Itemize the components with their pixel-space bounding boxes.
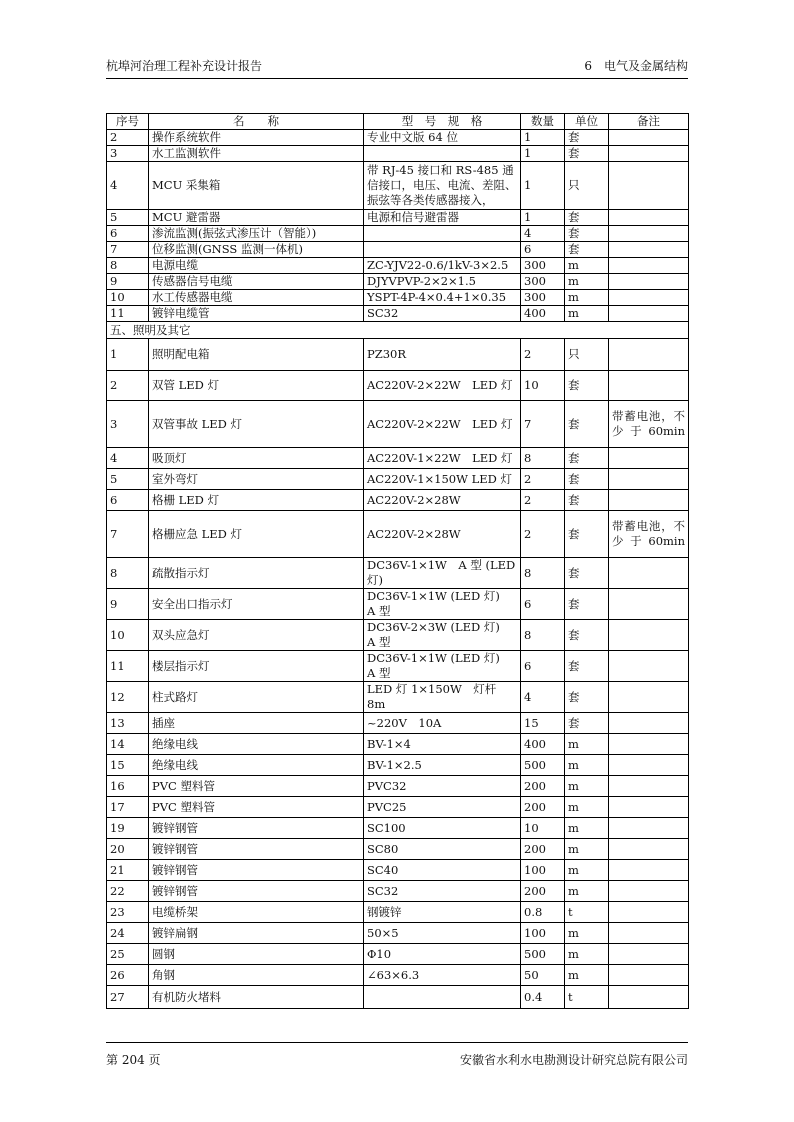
row-unit: m xyxy=(565,274,609,290)
row-no: 22 xyxy=(107,881,149,902)
row-note xyxy=(609,226,689,242)
row-qty: 300 xyxy=(521,258,565,274)
row-spec: DJYVPVP-2×2×1.5 xyxy=(364,274,521,290)
row-name: 绝缘电线 xyxy=(149,734,364,755)
row-name: 水工传感器电缆 xyxy=(149,290,364,306)
row-qty: 7 xyxy=(521,401,565,448)
row-qty: 100 xyxy=(521,923,565,944)
row-unit: m xyxy=(565,290,609,306)
row-note xyxy=(609,651,689,682)
row-no: 2 xyxy=(107,130,149,146)
row-no: 3 xyxy=(107,146,149,162)
row-unit: 套 xyxy=(565,371,609,401)
row-no: 5 xyxy=(107,469,149,490)
row-note xyxy=(609,274,689,290)
row-no: 3 xyxy=(107,401,149,448)
header-chapter-title: 6 电气及金属结构 xyxy=(584,59,688,73)
row-name: MCU 采集箱 xyxy=(149,162,364,210)
col-header-qty: 数量 xyxy=(521,114,565,130)
row-note xyxy=(609,902,689,923)
row-name: 吸顶灯 xyxy=(149,448,364,469)
row-no: 20 xyxy=(107,839,149,860)
row-name: 安全出口指示灯 xyxy=(149,589,364,620)
row-no: 11 xyxy=(107,306,149,322)
row-qty: 6 xyxy=(521,651,565,682)
row-note: 带蓄电池，不少于60min xyxy=(609,511,689,558)
row-no: 12 xyxy=(107,682,149,713)
row-qty: 1 xyxy=(521,162,565,210)
row-name: 照明配电箱 xyxy=(149,339,364,371)
row-spec: AC220V-2×28W xyxy=(364,490,521,511)
row-note xyxy=(609,881,689,902)
row-note xyxy=(609,818,689,839)
row-name: 双头应急灯 xyxy=(149,620,364,651)
row-no: 26 xyxy=(107,965,149,986)
row-name: 传感器信号电缆 xyxy=(149,274,364,290)
row-name: 镀锌扁钢 xyxy=(149,923,364,944)
row-qty: 50 xyxy=(521,965,565,986)
table-row xyxy=(107,162,689,210)
row-qty: 6 xyxy=(521,589,565,620)
row-name: 镀锌钢管 xyxy=(149,860,364,881)
table-row xyxy=(107,339,689,371)
row-spec xyxy=(364,986,521,1009)
row-unit: m xyxy=(565,818,609,839)
table-row xyxy=(107,713,689,734)
row-spec: LED 灯 1×150W 灯杆 8m xyxy=(364,682,521,713)
row-no: 8 xyxy=(107,558,149,589)
row-no: 10 xyxy=(107,620,149,651)
row-unit: 套 xyxy=(565,651,609,682)
row-qty: 2 xyxy=(521,511,565,558)
row-note xyxy=(609,469,689,490)
table-row xyxy=(107,944,689,965)
row-note xyxy=(609,242,689,258)
row-name: PVC 塑料管 xyxy=(149,797,364,818)
row-no: 6 xyxy=(107,226,149,242)
row-note xyxy=(609,620,689,651)
row-no: 27 xyxy=(107,986,149,1009)
table-row xyxy=(107,965,689,986)
row-spec: PVC32 xyxy=(364,776,521,797)
row-note xyxy=(609,210,689,226)
row-unit: m xyxy=(565,258,609,274)
row-qty: 200 xyxy=(521,839,565,860)
row-qty: 1 xyxy=(521,146,565,162)
table-header-row xyxy=(107,114,689,130)
row-no: 7 xyxy=(107,242,149,258)
row-no: 6 xyxy=(107,490,149,511)
row-spec: ∠63×6.3 xyxy=(364,965,521,986)
row-qty: 6 xyxy=(521,242,565,258)
header-report-title: 杭埠河治理工程补充设计报告 xyxy=(106,59,263,73)
row-no: 11 xyxy=(107,651,149,682)
row-unit: 套 xyxy=(565,490,609,511)
table-row xyxy=(107,734,689,755)
row-note xyxy=(609,490,689,511)
row-qty: 2 xyxy=(521,490,565,511)
table-row xyxy=(107,986,689,1009)
row-note xyxy=(609,965,689,986)
row-no: 9 xyxy=(107,274,149,290)
row-unit: m xyxy=(565,839,609,860)
row-no: 23 xyxy=(107,902,149,923)
table-row xyxy=(107,274,689,290)
row-unit: m xyxy=(565,306,609,322)
row-spec: Φ10 xyxy=(364,944,521,965)
row-spec: YSPT-4P-4×0.4+1×0.35 xyxy=(364,290,521,306)
row-name: 操作系统软件 xyxy=(149,130,364,146)
row-qty: 4 xyxy=(521,226,565,242)
table-row xyxy=(107,130,689,146)
row-spec: DC36V-2×3W (LED 灯) A 型 xyxy=(364,620,521,651)
row-unit: m xyxy=(565,755,609,776)
row-unit: 套 xyxy=(565,620,609,651)
row-qty: 400 xyxy=(521,734,565,755)
table-row xyxy=(107,371,689,401)
row-spec: SC40 xyxy=(364,860,521,881)
table-row xyxy=(107,401,689,448)
row-qty: 200 xyxy=(521,797,565,818)
row-qty: 0.8 xyxy=(521,902,565,923)
row-name: 双管事故 LED 灯 xyxy=(149,401,364,448)
row-qty: 8 xyxy=(521,448,565,469)
table-row xyxy=(107,210,689,226)
row-spec: ZC-YJV22-0.6/1kV-3×2.5 xyxy=(364,258,521,274)
row-unit: 套 xyxy=(565,130,609,146)
row-note xyxy=(609,923,689,944)
table-row xyxy=(107,776,689,797)
row-name: 电缆桥架 xyxy=(149,902,364,923)
row-spec: DC36V-1×1W (LED 灯) A 型 xyxy=(364,589,521,620)
row-spec xyxy=(364,242,521,258)
row-note xyxy=(609,448,689,469)
row-name: MCU 避雷器 xyxy=(149,210,364,226)
row-note: 带蓄电池，不少于60min xyxy=(609,401,689,448)
row-note xyxy=(609,258,689,274)
row-name: 位移监测(GNSS 监测一体机) xyxy=(149,242,364,258)
table-row xyxy=(107,258,689,274)
row-no: 19 xyxy=(107,818,149,839)
row-spec: AC220V-1×22W LED 灯 xyxy=(364,448,521,469)
row-qty: 15 xyxy=(521,713,565,734)
row-spec: AC220V-1×150W LED 灯 xyxy=(364,469,521,490)
row-unit: m xyxy=(565,797,609,818)
row-note xyxy=(609,130,689,146)
header-divider xyxy=(106,78,688,79)
footer-page-number: 第 204 页 xyxy=(106,1053,161,1067)
row-qty: 10 xyxy=(521,371,565,401)
row-unit: t xyxy=(565,986,609,1009)
row-spec: SC32 xyxy=(364,881,521,902)
row-no: 15 xyxy=(107,755,149,776)
row-name: 水工监测软件 xyxy=(149,146,364,162)
row-name: PVC 塑料管 xyxy=(149,776,364,797)
row-unit: 套 xyxy=(565,589,609,620)
row-qty: 2 xyxy=(521,469,565,490)
row-name: 角钢 xyxy=(149,965,364,986)
row-qty: 8 xyxy=(521,558,565,589)
row-note xyxy=(609,146,689,162)
col-header-spec: 型 号 规 格 xyxy=(364,114,521,130)
row-no: 4 xyxy=(107,448,149,469)
row-qty: 1 xyxy=(521,210,565,226)
row-note xyxy=(609,682,689,713)
row-no: 25 xyxy=(107,944,149,965)
row-spec xyxy=(364,226,521,242)
row-spec: SC32 xyxy=(364,306,521,322)
row-no: 5 xyxy=(107,210,149,226)
section-title: 五、照明及其它 xyxy=(107,322,689,339)
col-header-name: 名 称 xyxy=(149,114,364,130)
row-no: 9 xyxy=(107,589,149,620)
row-unit: 套 xyxy=(565,242,609,258)
row-unit: 套 xyxy=(565,558,609,589)
row-qty: 0.4 xyxy=(521,986,565,1009)
row-note xyxy=(609,986,689,1009)
row-no: 10 xyxy=(107,290,149,306)
row-no: 24 xyxy=(107,923,149,944)
row-qty: 10 xyxy=(521,818,565,839)
table-row xyxy=(107,818,689,839)
row-unit: m xyxy=(565,965,609,986)
row-qty: 200 xyxy=(521,881,565,902)
row-name: 绝缘电线 xyxy=(149,755,364,776)
row-no: 1 xyxy=(107,339,149,371)
row-note xyxy=(609,713,689,734)
row-note xyxy=(609,371,689,401)
row-name: 楼层指示灯 xyxy=(149,651,364,682)
row-spec: SC100 xyxy=(364,818,521,839)
row-note xyxy=(609,290,689,306)
row-no: 14 xyxy=(107,734,149,755)
row-spec: AC220V-2×28W xyxy=(364,511,521,558)
table-row xyxy=(107,881,689,902)
row-name: 插座 xyxy=(149,713,364,734)
row-qty: 8 xyxy=(521,620,565,651)
row-note xyxy=(609,860,689,881)
row-spec: SC80 xyxy=(364,839,521,860)
row-no: 16 xyxy=(107,776,149,797)
row-name: 渗流监测(振弦式渗压计（智能）) xyxy=(149,226,364,242)
table-row xyxy=(107,448,689,469)
row-name: 室外弯灯 xyxy=(149,469,364,490)
row-qty: 400 xyxy=(521,306,565,322)
row-unit: 套 xyxy=(565,682,609,713)
table-row xyxy=(107,620,689,651)
table-row xyxy=(107,923,689,944)
footer-divider xyxy=(106,1042,688,1043)
row-qty: 4 xyxy=(521,682,565,713)
row-note xyxy=(609,162,689,210)
table-row xyxy=(107,839,689,860)
row-unit: 套 xyxy=(565,469,609,490)
row-unit: 只 xyxy=(565,162,609,210)
row-no: 21 xyxy=(107,860,149,881)
table-row xyxy=(107,755,689,776)
col-header-no: 序号 xyxy=(107,114,149,130)
row-note xyxy=(609,797,689,818)
row-name: 有机防火堵料 xyxy=(149,986,364,1009)
table-row xyxy=(107,682,689,713)
table-row xyxy=(107,490,689,511)
row-name: 镀锌钢管 xyxy=(149,839,364,860)
row-spec xyxy=(364,146,521,162)
row-note xyxy=(609,306,689,322)
table-row xyxy=(107,290,689,306)
table-row xyxy=(107,511,689,558)
row-name: 镀锌钢管 xyxy=(149,881,364,902)
row-spec: 专业中文版 64 位 xyxy=(364,130,521,146)
row-spec: PZ30R xyxy=(364,339,521,371)
row-unit: 套 xyxy=(565,448,609,469)
row-no: 13 xyxy=(107,713,149,734)
row-qty: 1 xyxy=(521,130,565,146)
row-unit: t xyxy=(565,902,609,923)
row-unit: 套 xyxy=(565,713,609,734)
row-qty: 2 xyxy=(521,339,565,371)
table-row xyxy=(107,242,689,258)
section-row xyxy=(107,322,689,339)
row-note xyxy=(609,558,689,589)
row-qty: 300 xyxy=(521,290,565,306)
row-unit: 套 xyxy=(565,511,609,558)
row-unit: 套 xyxy=(565,146,609,162)
table-row xyxy=(107,469,689,490)
row-name: 疏散指示灯 xyxy=(149,558,364,589)
row-spec: DC36V-1×1W (LED 灯) A 型 xyxy=(364,651,521,682)
row-qty: 300 xyxy=(521,274,565,290)
row-spec: 钢镀锌 xyxy=(364,902,521,923)
col-header-note: 备注 xyxy=(609,114,689,130)
row-no: 7 xyxy=(107,511,149,558)
row-unit: m xyxy=(565,944,609,965)
table-row xyxy=(107,902,689,923)
row-note xyxy=(609,839,689,860)
row-spec: BV-1×4 xyxy=(364,734,521,755)
row-qty: 100 xyxy=(521,860,565,881)
row-spec: PVC25 xyxy=(364,797,521,818)
row-unit: 套 xyxy=(565,226,609,242)
row-unit: m xyxy=(565,734,609,755)
row-name: 柱式路灯 xyxy=(149,682,364,713)
row-spec: DC36V-1×1W A 型 (LED 灯) xyxy=(364,558,521,589)
row-unit: 套 xyxy=(565,401,609,448)
row-no: 4 xyxy=(107,162,149,210)
row-note xyxy=(609,755,689,776)
row-name: 格栅应急 LED 灯 xyxy=(149,511,364,558)
row-note xyxy=(609,734,689,755)
table-row xyxy=(107,860,689,881)
table-row xyxy=(107,306,689,322)
row-spec: ~220V 10A xyxy=(364,713,521,734)
col-header-unit: 单位 xyxy=(565,114,609,130)
row-unit: 只 xyxy=(565,339,609,371)
row-unit: m xyxy=(565,776,609,797)
row-no: 2 xyxy=(107,371,149,401)
table-row xyxy=(107,226,689,242)
equipment-table xyxy=(106,113,689,1009)
row-spec: AC220V-2×22W LED 灯 xyxy=(364,401,521,448)
row-no: 17 xyxy=(107,797,149,818)
row-name: 圆钢 xyxy=(149,944,364,965)
row-spec: AC220V-2×22W LED 灯 xyxy=(364,371,521,401)
row-name: 双管 LED 灯 xyxy=(149,371,364,401)
row-spec: 50×5 xyxy=(364,923,521,944)
table-row xyxy=(107,589,689,620)
table-row xyxy=(107,797,689,818)
row-name: 镀锌电缆管 xyxy=(149,306,364,322)
row-spec: 带 RJ-45 接口和 RS-485 通信接口，电压、电流、差阻、振弦等各类传感器接入， xyxy=(364,162,521,210)
table-row xyxy=(107,558,689,589)
row-spec: BV-1×2.5 xyxy=(364,755,521,776)
row-qty: 500 xyxy=(521,944,565,965)
row-name: 电源电缆 xyxy=(149,258,364,274)
row-unit: m xyxy=(565,923,609,944)
row-name: 镀锌钢管 xyxy=(149,818,364,839)
row-unit: m xyxy=(565,881,609,902)
row-spec: 电源和信号避雷器 xyxy=(364,210,521,226)
row-qty: 200 xyxy=(521,776,565,797)
row-qty: 500 xyxy=(521,755,565,776)
table-row xyxy=(107,146,689,162)
row-note xyxy=(609,776,689,797)
row-note xyxy=(609,339,689,371)
footer-company: 安徽省水利水电勘测设计研究总院有限公司 xyxy=(459,1053,688,1067)
row-no: 8 xyxy=(107,258,149,274)
row-unit: m xyxy=(565,860,609,881)
row-note xyxy=(609,944,689,965)
row-name: 格栅 LED 灯 xyxy=(149,490,364,511)
row-unit: 套 xyxy=(565,210,609,226)
table-row xyxy=(107,651,689,682)
row-note xyxy=(609,589,689,620)
